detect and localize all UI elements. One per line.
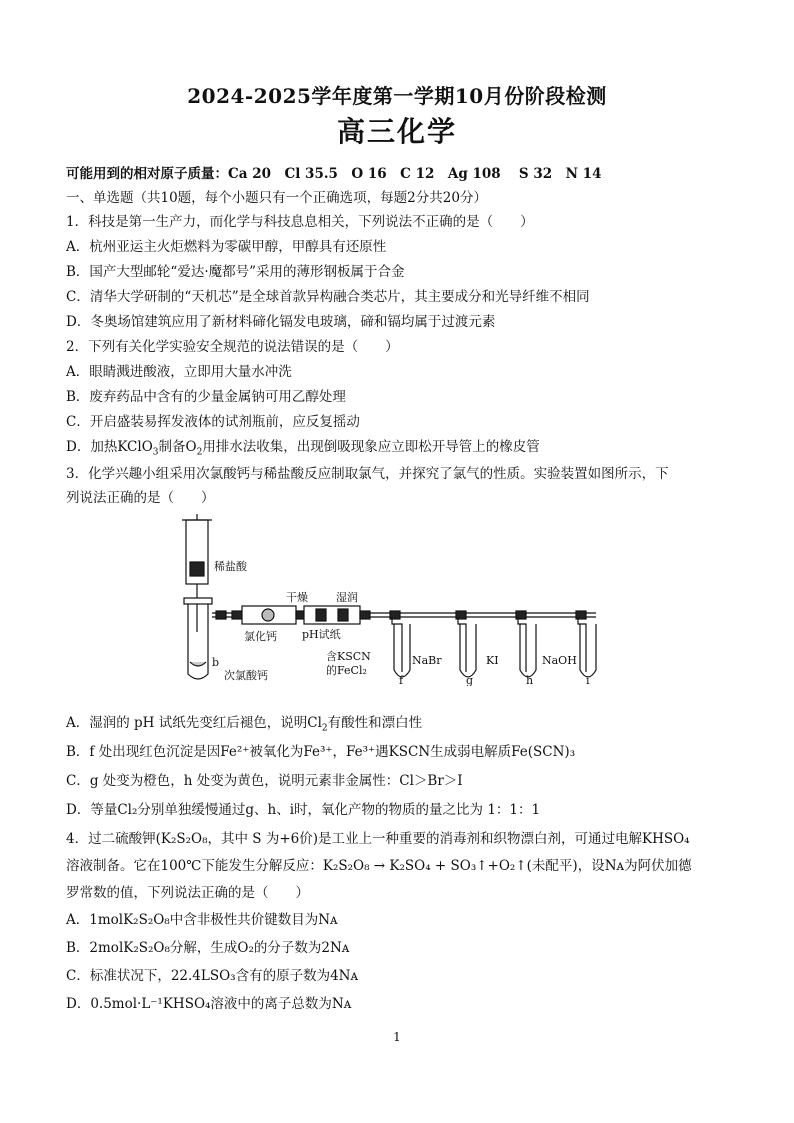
label-f: f [399,674,404,686]
q2-stem: 2．下列有关化学实验安全规范的说法错误的是（ ） [66,339,399,355]
q2-option-c: C．开启盛装易挥发液体的试剂瓶前，应反复摇动 [66,414,360,430]
q3-option-a: A．湿润的 pH 试纸先变红后褪色，说明$Cl_2$有酸性和漂白性 [66,715,423,734]
q1-option-b: B．国产大型邮轮“爱达·魔都号”采用的薄形钢板属于合金 [66,264,405,280]
label-naoh: NaOH [542,654,577,667]
label-g: g [466,674,474,686]
q4-stem-line2: 溶液制备。它在100℃下能发生分解反应：K₂S₂O₈ → K₂SO₄ + SO₃↑+O₂↑(未配平)，设Nᴀ为阿伏加德 [66,858,692,874]
q2-option-b: B．废弃药品中含有的少量金属钠可用乙醇处理 [66,389,346,405]
label-ph: pH试纸 [302,628,341,641]
reaction-tube [184,598,212,679]
q1-option-a: A．杭州亚运主火炬燃料为零碳甲醇，甲醇具有还原性 [66,239,387,255]
label-dry: 干燥 [286,591,308,604]
exam-title: 2024-2025学年度第一学期10月份阶段检测 [187,84,607,108]
label-cacl2: 氯化钙 [244,630,277,643]
q1-option-d: D．冬奥场馆建筑应用了新材料碲化镉发电玻璃，碲和镉均属于过渡元素 [66,314,496,330]
label-i: i [586,674,590,686]
q4-stem-line1: 4．过二硫酸钾(K₂S₂O₈，其中 S 为+6价)是工业上一种重要的消毒剂和织物漂白剂，可通过电解KHSO₄ [66,831,690,847]
q3-stem-line1: 3．化学兴趣小组采用次氯酸钙与稀盐酸反应制取氯气，并探究了氯气的性质。实验装置如图所示，下 [66,466,669,482]
q4-option-d: D．0.5mol·L⁻¹KHSO₄溶液中的离子总数为Nᴀ [66,996,352,1012]
atomic-masses: 可能用到的相对原子质量：Ca 20 Cl 35.5 O 16 C 12 Ag 108 S 32 N 14 [66,166,602,182]
q4-option-a: A．1molK₂S₂O₈中含非极性共价键数目为Nᴀ [66,912,338,928]
q2-option-a: A．眼睛溅进酸液，立即用大量水冲洗 [66,364,292,380]
q4-option-b: B．2molK₂S₂O₈分解，生成O₂的分子数为2Nᴀ [66,940,350,956]
q1-stem: 1．科技是第一生产力，而化学与科技息息相关，下列说法不正确的是（ ） [66,214,534,230]
label-nabr: NaBr [412,654,442,667]
label-wet: 湿润 [336,591,358,604]
syringe [182,514,212,600]
page-number: 1 [393,1030,401,1044]
tubes-fghi [392,617,596,677]
label-caclo: 次氯酸钙 [224,669,268,682]
q1-option-c: C．清华大学研制的“天机芯”是全球首款异构融合类芯片，其主要成分和光导纤维不相同 [66,289,590,305]
q2-option-d: D．加热KClO$_3$制备$O_2$用排水法收集，出现倒吸现象应立即松开导管上的橡皮管 [66,439,540,458]
label-hcl: 稀盐酸 [214,560,247,573]
q3-option-c: C．g 处变为橙色，h 处变为黄色，说明元素非金属性：Cl＞Br＞I [66,773,463,789]
apparatus-figure [176,512,616,686]
tube-line [212,606,596,624]
q3-option-d: D．等量Cl₂分别单独缓慢通过g、h、i时，氧化产物的物质的量之比为 1：1：1 [66,802,541,818]
label-kscn-2: 的FeCl₂ [326,664,367,677]
subject-title: 高三化学 [336,115,457,148]
q3-option-b: B．f 处出现红色沉淀是因Fe²⁺被氧化为Fe³⁺，Fe³⁺遇KSCN生成弱电解质Fe(SCN)₃ [66,744,576,760]
q4-option-c: C．标准状况下，22.4LSO₃含有的原子数为4Nᴀ [66,968,359,984]
label-h: h [526,674,534,686]
q3-stem-line2: 列说法正确的是（ ） [66,490,215,506]
q4-stem-line3: 罗常数的值，下列说法正确的是（ ） [66,885,309,901]
section-heading: 一、单选题（共10题，每个小题只有一个正确选项，每题2分共20分） [66,190,487,206]
label-kscn-1: 含KSCN [326,650,371,663]
label-ki: KI [486,654,499,667]
label-b: b [212,656,220,669]
